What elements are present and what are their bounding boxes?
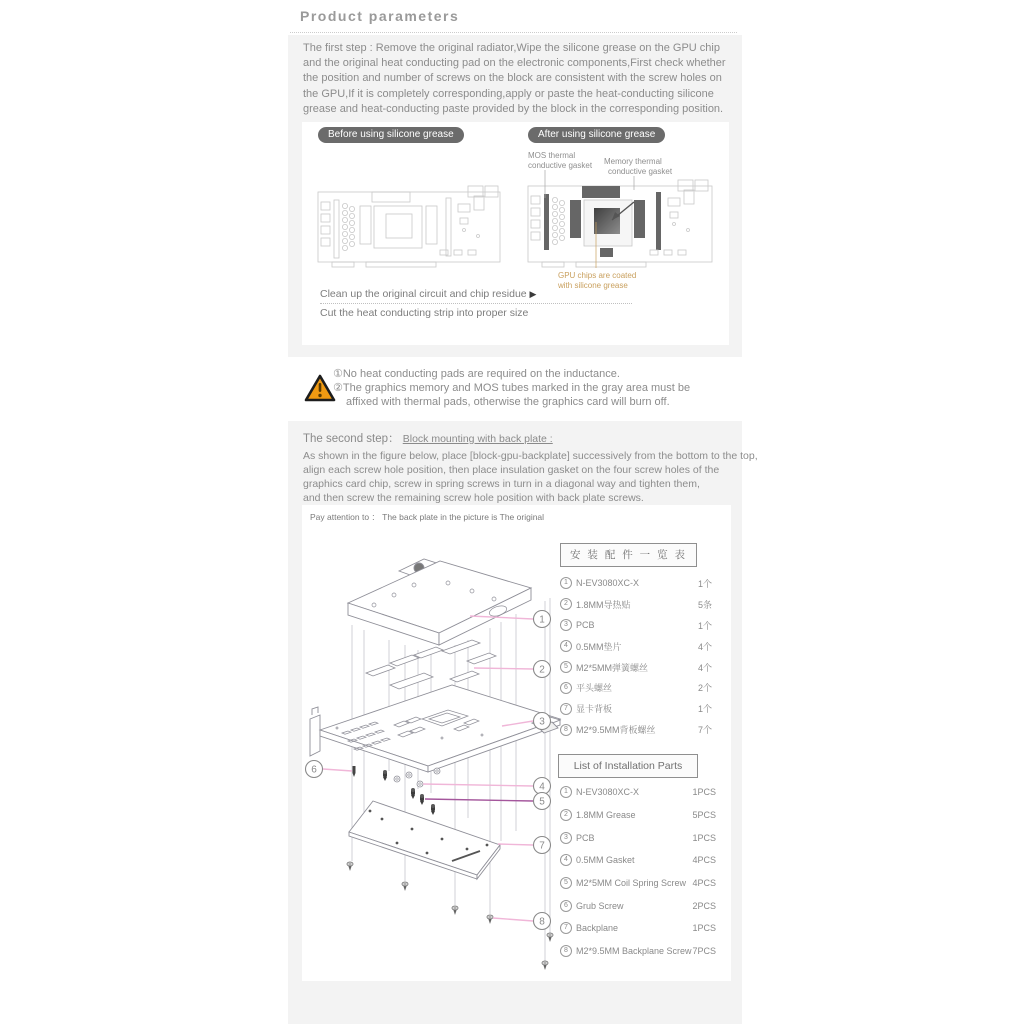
step1-line: and the original heat conducting pad on the electronic components,First check whether: [303, 57, 726, 70]
svg-text:2: 2: [539, 664, 545, 676]
step2-line: graphics card chip, screw in spring screws in turn in a diagonal way and tighten them,: [303, 478, 700, 490]
mos-gasket-label: conductive gasket: [528, 161, 593, 170]
row-number: 5: [560, 661, 572, 673]
gpu-note-text: GPU chips are coated: [558, 271, 637, 280]
step2-line: and then screw the remaining screw hole position with back plate screws.: [303, 492, 644, 504]
svg-text:7: 7: [539, 840, 545, 852]
row-number: 8: [560, 724, 572, 736]
warning-line2: ②The graphics memory and MOS tubes marked in the gray area must be: [333, 382, 691, 394]
water-block-drawing: [348, 559, 531, 645]
row-number: 2: [560, 809, 572, 821]
parts-table-en: [560, 781, 716, 963]
backplate-drawing: [349, 801, 500, 879]
parts-row: 5 M2*5MM弹簧螺丝 4个: [560, 657, 712, 678]
row-number: 8: [560, 945, 572, 957]
row-number: 4: [560, 854, 572, 866]
pcb-drawing: [310, 685, 560, 772]
pcb-after-drawing: [528, 180, 712, 267]
parts-table-cn-header: 安 装 配 件 一 览 表: [560, 543, 697, 567]
callout-1: [534, 611, 551, 628]
step2-heading: The second step：: [303, 433, 400, 445]
compare-panel: [302, 122, 729, 345]
row-number: 6: [560, 682, 572, 694]
gpu-note-text: with silicone grease: [558, 281, 628, 290]
row-number: 4: [560, 640, 572, 652]
step1-line: the position and number of screws on the block are consistent with the screw holes on: [303, 72, 722, 85]
parts-table-en-header: List of Installation Parts: [558, 754, 698, 778]
exploded-diagram: [302, 523, 564, 981]
clean-line1: Clean up the original circuit and chip residue: [320, 288, 527, 300]
parts-row: 5 M2*5MM Coil Spring Screw 4PCS: [560, 872, 716, 895]
parts-row: 7 显卡背板 1个: [560, 698, 712, 719]
parts-row: 1 N-EV3080XC-X 1PCS: [560, 781, 716, 804]
clean-divider: [320, 303, 632, 304]
parts-row: 3 PCB 1PCS: [560, 826, 716, 849]
callout-2: [534, 661, 551, 678]
svg-text:3: 3: [539, 716, 545, 728]
page-title: Product parameters: [300, 8, 460, 24]
row-number: 5: [560, 877, 572, 889]
before-grease-badge: Before using silicone grease: [318, 127, 464, 143]
parts-row: 8 M2*9.5MM背板螺丝 7个: [560, 719, 712, 740]
parts-row: 2 1.8MM导热贴 5条: [560, 594, 712, 615]
clean-line2: Cut the heat conducting strip into proper size: [320, 307, 529, 319]
parts-row: 2 1.8MM Grease 5PCS: [560, 804, 716, 827]
pcb-before-drawing: [318, 186, 500, 267]
parts-row: 6 Grub Screw 2PCS: [560, 894, 716, 917]
assembly-panel: [302, 505, 731, 981]
callout-7: [534, 837, 551, 854]
parts-row: 4 0.5MM Gasket 4PCS: [560, 849, 716, 872]
svg-text:8: 8: [539, 916, 545, 928]
row-number: 1: [560, 786, 572, 798]
row-number: 6: [560, 900, 572, 912]
step2-paragraph: [303, 449, 758, 505]
memory-gasket-label: Memory thermal: [604, 157, 662, 166]
callout-5: [534, 793, 551, 810]
callout-3: [534, 713, 551, 730]
callout-6: [306, 761, 323, 778]
row-number: 1: [560, 577, 572, 589]
svg-text:1: 1: [539, 614, 545, 626]
parts-row: 8 M2*9.5MM Backplane Screw 7PCS: [560, 940, 716, 963]
pcb-compare-diagram: [302, 144, 729, 290]
parts-table-cn: [560, 573, 712, 740]
fasteners-mid: [353, 766, 441, 815]
memory-gasket-label: conductive gasket: [608, 167, 673, 176]
step2-line: As shown in the figure below, place [block-gpu-backplate] successively from the bottom to the top,: [303, 450, 758, 462]
svg-text:4: 4: [539, 781, 545, 793]
row-number: 3: [560, 832, 572, 844]
step2-section: [303, 430, 758, 505]
parts-row: 7 Backplane 1PCS: [560, 917, 716, 940]
warning-band: [288, 357, 742, 421]
row-number: 3: [560, 619, 572, 631]
step1-line: grease and heat-conducting paste provided by the block in the corresponding position.: [303, 102, 724, 115]
warning-line1: ①No heat conducting pads are required on the inductance.: [333, 368, 620, 380]
step1-line: The first step : Remove the original radiator,Wipe the silicone grease on the GPU chip: [303, 42, 720, 54]
play-icon: ▶: [529, 289, 537, 299]
parts-row: 6 平头螺丝 2个: [560, 677, 712, 698]
row-number: 7: [560, 703, 572, 715]
after-grease-badge: After using silicone grease: [528, 127, 665, 143]
title-divider: [290, 32, 737, 33]
callout-8: [534, 913, 551, 930]
svg-text:5: 5: [539, 796, 545, 808]
svg-text:6: 6: [311, 764, 317, 776]
clean-instructions: [320, 288, 632, 319]
parts-row: 1 N-EV3080XC-X 1个: [560, 573, 712, 594]
attention-note: Pay attention to ： The back plate in the picture is The original: [310, 512, 545, 522]
backplane-screws: [347, 862, 553, 970]
warning-line3: affixed with thermal pads, otherwise the graphics card will burn off.: [346, 396, 670, 408]
after-annotations: [528, 151, 673, 176]
grub-screw: [353, 766, 356, 777]
parts-row: 4 0.5MM垫片 4个: [560, 636, 712, 657]
row-number: 7: [560, 922, 572, 934]
warning-text: [333, 367, 690, 409]
step2-line: align each screw hole position, then place insulation gasket on the four screw holes of the: [303, 464, 720, 476]
step2-heading-link: Block mounting with back plate :: [402, 433, 553, 445]
step1-paragraph: [303, 41, 733, 117]
step1-line: the GPU,If it is completely corresponding,apply or paste the heat-conducting silicone: [303, 87, 714, 100]
warning-icon: [304, 373, 336, 403]
row-number: 2: [560, 598, 572, 610]
parts-row: 3 PCB 1个: [560, 615, 712, 636]
mos-gasket-label: MOS thermal: [528, 151, 576, 160]
